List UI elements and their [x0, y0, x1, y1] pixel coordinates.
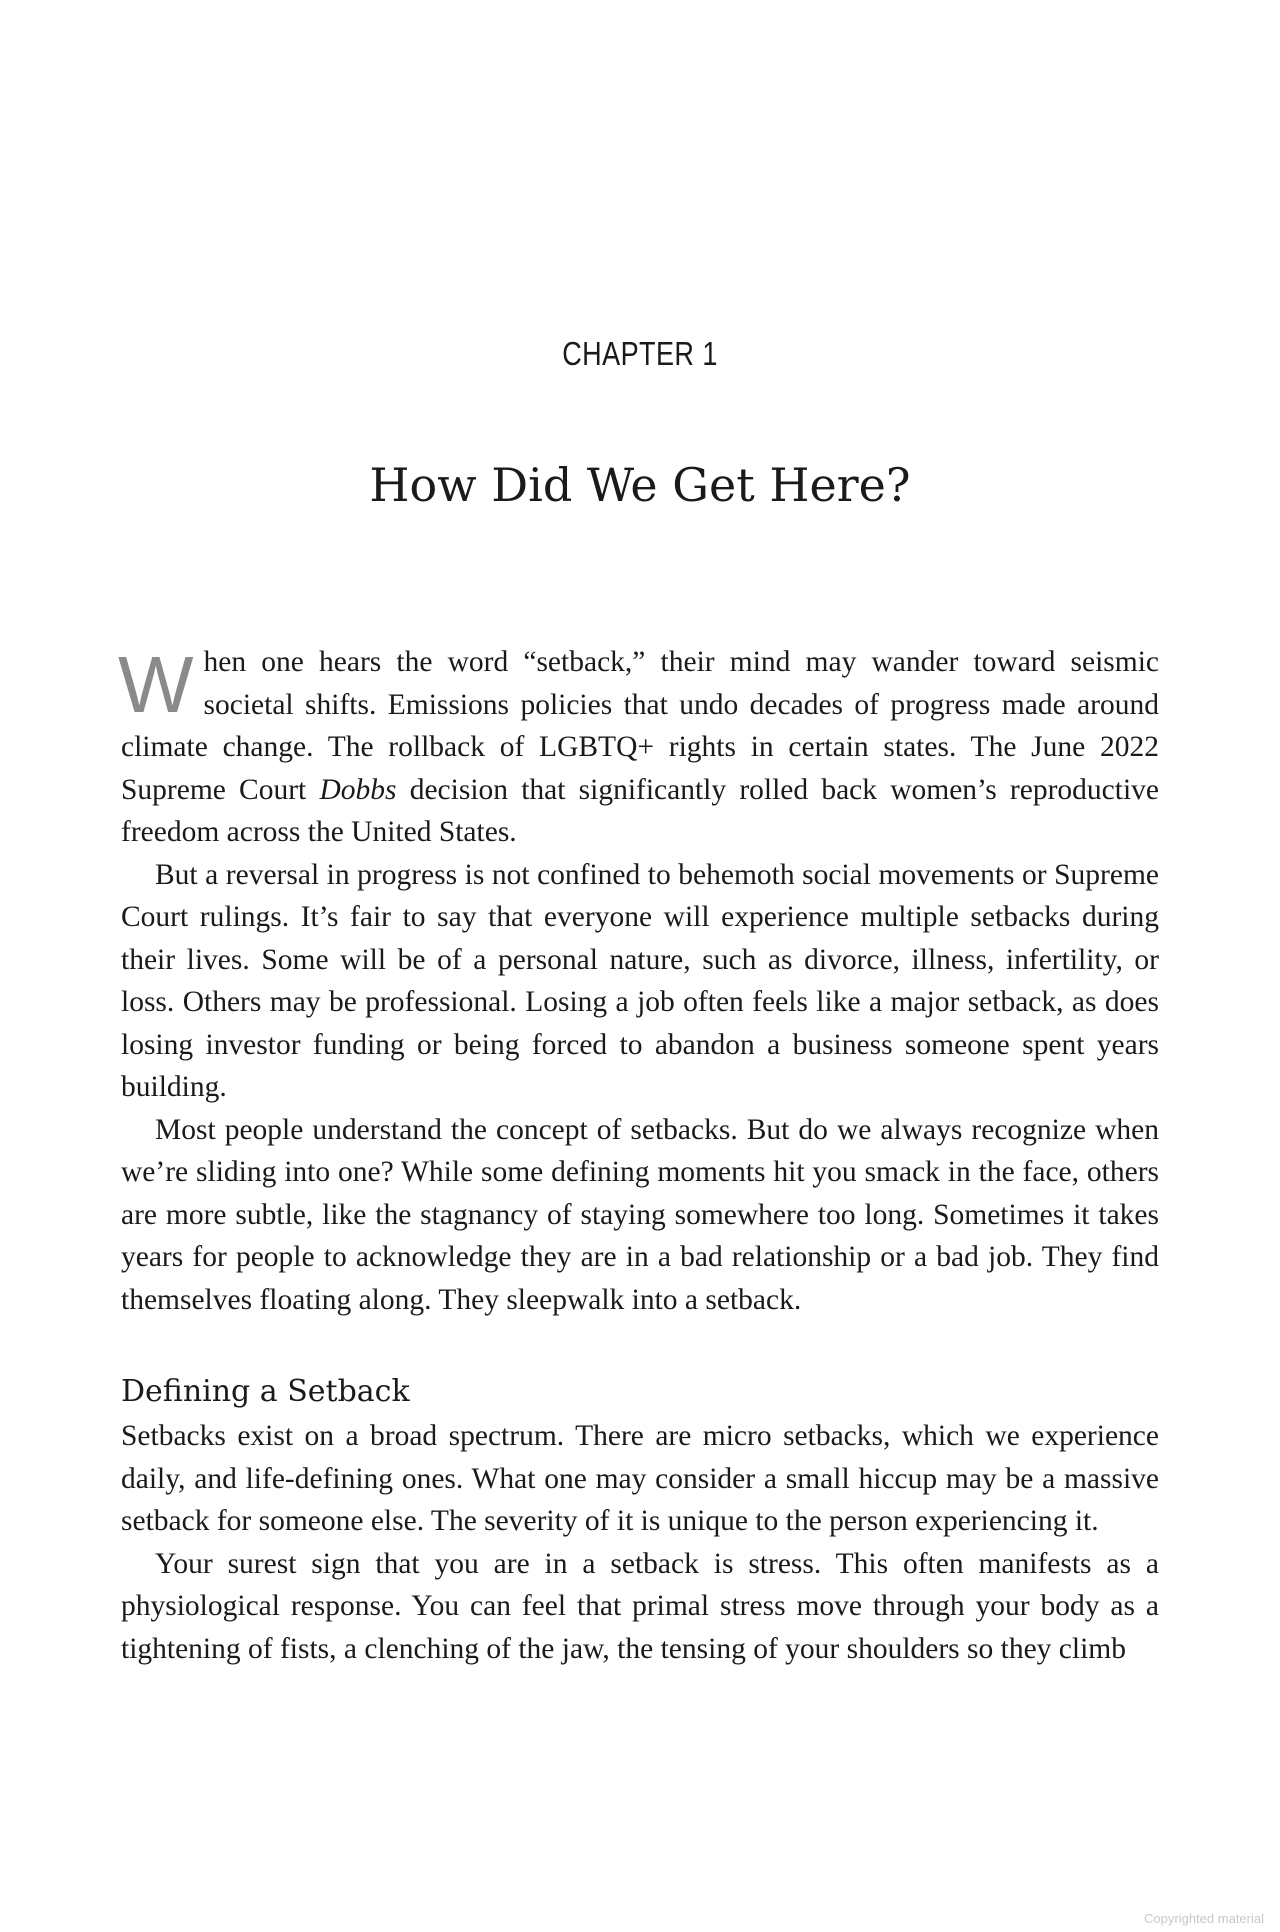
copyright-watermark: Copyrighted material: [1144, 1911, 1264, 1926]
chapter-body: [118, 640, 1160, 1670]
intro-paragraph-1: [118, 640, 1160, 854]
intro-paragraph-1-italic: Dobbs: [319, 773, 397, 806]
section-paragraph-1: Setbacks exist on a broad spectrum. There are micro setbacks, which we experience daily, and life-defining ones. What one may consider a small hiccup may be a massive setback for someone else. The severity of it is unique to the person experiencing it.: [121, 1420, 1159, 1537]
chapter-title: How Did We Get Here?: [369, 458, 911, 512]
section-heading: Defining a Setback: [121, 1374, 410, 1409]
chapter-label: CHAPTER 1: [562, 335, 718, 372]
intro-paragraph-1-end: decision that significantly rolled back women’s reproductive freedom across the United States.: [121, 773, 1160, 848]
intro-paragraph-2: But a reversal in progress is not confined to behemoth social movements or Supreme Court rulings. It’s fair to say that everyone will experience multiple setbacks during their lives. Some will be of a personal nature, such as divorce, illness, infertility, or loss. Others may be professional. Losing a job often feels like a major setback, as does losing investor funding or being forced to abandon a business someone spent years building.: [121, 858, 1159, 1103]
intro-paragraph-3: Most people understand the concept of setbacks. But do we always recognize when we’re sliding into one? While some defining moments hit you smack in the face, others are more subtle, like the stagnancy of staying somewhere too long. Sometimes it takes years for people to acknowledge they are in a bad relationship or a bad job. They find themselves floating along. They sleepwalk into a setback.: [121, 1113, 1159, 1316]
intro-paragraph-1-start: hen one hears the word “setback,” their mind may wander toward seismic societal shifts. Emissions policies that undo decades of progress made around climate change. The rollback of LGBTQ+ rights in certain states. The June 2022 Supreme Court: [121, 646, 1159, 806]
drop-cap: W: [118, 640, 194, 729]
section-paragraph-2: Your surest sign that you are in a setback is stress. This often manifests as a physiological response. You can feel that primal stress move through your body as a tightening of fists, a clenching of the jaw, the tensing of your shoulders so they climb: [121, 1547, 1159, 1665]
